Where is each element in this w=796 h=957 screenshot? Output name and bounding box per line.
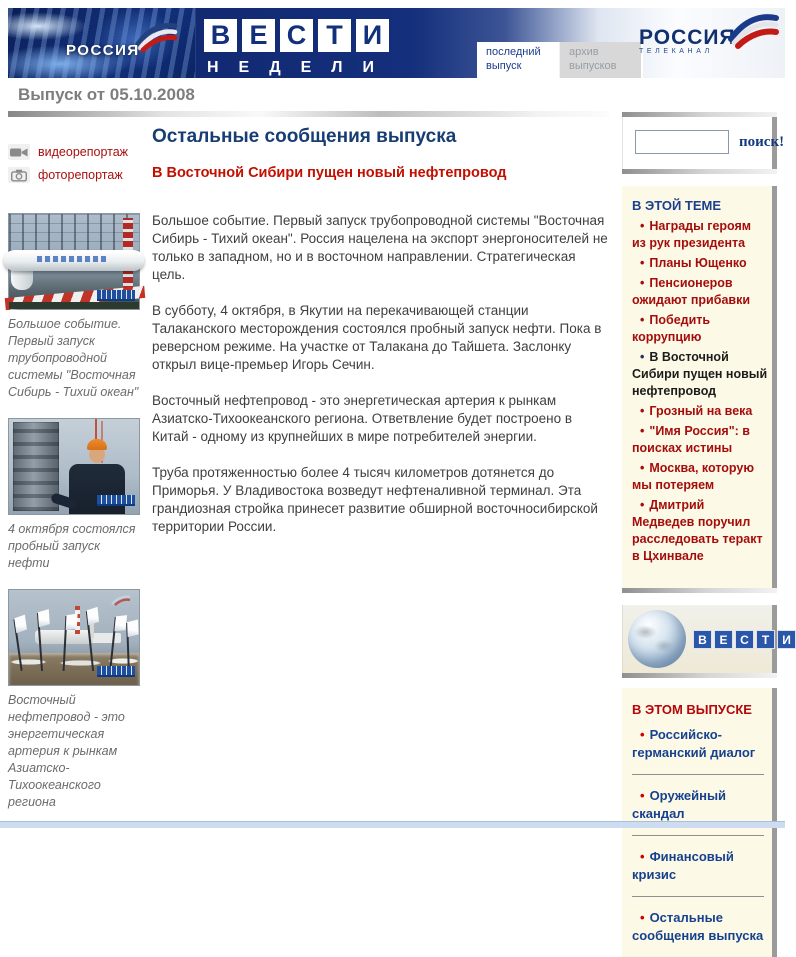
article-paragraph: В субботу, 4 октября, в Якутии на перекачивающей станции Талаканского месторождения состоялся пробный запуск нефти. Пока в реверсном режиме. На участке от Талакана до Тайшета. Заслонку открыл вице-премьер Игорь Сечин. xyxy=(152,303,602,372)
vesti-letter: С xyxy=(280,19,313,52)
orange-hardhat xyxy=(87,439,107,450)
thumbnail-caption: Восточный нефтепровод - это энергетическая артерия к рынкам Азиатско-Тихоокеанского региона xyxy=(8,693,125,809)
vesti-letter: В xyxy=(693,630,712,649)
issue-link[interactable]: • Оружейный скандал xyxy=(632,788,727,821)
telekanal-swoosh-icon xyxy=(725,13,777,47)
divider xyxy=(632,835,764,836)
issue-link[interactable]: • Финансовый кризис xyxy=(632,849,734,882)
vesti-letter: И xyxy=(356,19,389,52)
bullet-icon: • xyxy=(640,313,645,327)
ground xyxy=(9,302,139,309)
divider xyxy=(632,896,764,897)
topic-link[interactable]: • "Имя Россия": в поисках истины xyxy=(632,424,750,455)
bullet-icon: • xyxy=(640,498,645,512)
vesti-nedeli-logo xyxy=(204,19,389,52)
topic-item-current: • В Восточной Сибири пущен новый нефтепровод xyxy=(632,350,768,398)
official-figure xyxy=(69,464,125,514)
topic-link[interactable]: • Пенсионеров ожидают прибавки xyxy=(632,276,751,307)
divider xyxy=(8,111,609,117)
vesti-watermark xyxy=(97,290,135,299)
issue-tabs xyxy=(477,42,643,78)
in-this-topic-title: В ЭТОЙ ТЕМЕ xyxy=(632,198,722,213)
vesti-letter: Е xyxy=(242,19,275,52)
article-paragraph: Большое событие. Первый запуск трубопроводной системы "Восточная Сибирь - Тихий океан". Россия нацелена на экспорт энергоносителей не только в западном, но и в восточном направлении. Стратегическая цель. xyxy=(152,213,608,282)
video-report-link[interactable] xyxy=(8,144,142,160)
issue-link[interactable]: • Российско-германский диалог xyxy=(632,727,756,760)
bullet-icon: • xyxy=(640,219,645,233)
vesti-letter: И xyxy=(777,630,796,649)
page-footer-bar xyxy=(0,821,785,828)
topic-link[interactable]: • Дмитрий Медведев поручил расследовать теракт в Цхинвале xyxy=(632,498,763,563)
in-this-topic-box xyxy=(622,186,777,588)
vesti-watermark xyxy=(97,495,135,504)
bullet-icon: • xyxy=(640,424,645,438)
thumbnail-oil-test-launch[interactable] xyxy=(8,418,140,515)
thumbnail-pipeline-flags[interactable] xyxy=(8,589,140,686)
vesti-letter: С xyxy=(735,630,754,649)
vesti-letter: В xyxy=(204,19,237,52)
topic-link[interactable]: • Планы Ющенко xyxy=(632,255,768,272)
vesti-banner-logo xyxy=(693,630,796,649)
left-sidebar xyxy=(8,128,142,828)
tab-latest-issue[interactable]: последний выпуск xyxy=(477,42,559,78)
section-title: Остальные сообщения выпуска xyxy=(152,126,457,147)
topic-link[interactable]: • Награды героям из рук президента xyxy=(632,219,752,250)
rossiya-photo-banner xyxy=(8,8,196,78)
photo-report-label: фоторепортаж xyxy=(38,168,123,182)
search-box xyxy=(622,117,785,169)
vesti-letter: Т xyxy=(318,19,351,52)
white-flag xyxy=(126,623,130,671)
article-headline: В Восточной Сибири пущен новый нефтепровод xyxy=(152,165,507,181)
vesti-letter: Е xyxy=(714,630,733,649)
search-input[interactable] xyxy=(635,130,729,154)
bullet-icon: • xyxy=(640,849,645,864)
topic-link[interactable]: • Грозный на века xyxy=(632,403,768,420)
article xyxy=(152,120,610,554)
topic-link[interactable]: • Москва, которую мы потеряем xyxy=(632,461,755,492)
divider xyxy=(632,774,764,775)
bullet-icon: • xyxy=(640,788,645,803)
photo-report-link[interactable] xyxy=(8,167,142,183)
topic-link[interactable]: • Победить коррупцию xyxy=(632,313,711,344)
vesti-banner[interactable] xyxy=(622,605,791,673)
nedeli-logo-text: НЕДЕЛИ xyxy=(207,59,395,76)
header-banner xyxy=(8,8,785,78)
in-this-issue-title: В ЭТОМ ВЫПУСКЕ xyxy=(632,702,752,717)
bullet-icon: • xyxy=(640,910,645,925)
rossiya-logo-text: РОССИЯ xyxy=(66,42,140,59)
article-paragraph: Труба протяженностью более 4 тысяч километров дотянется до Приморья. У Владивостока возведут нефтеналивной терминал. Эта грандиозная стройка принесет развитие обширной восточносибирской территории России. xyxy=(152,465,598,534)
thumbnail-pipeline-launch[interactable] xyxy=(8,213,140,310)
photo-camera-icon xyxy=(8,167,30,183)
video-camera-icon xyxy=(8,144,30,160)
issue-date: Выпуск от 05.10.2008 xyxy=(18,85,195,104)
bullet-icon: • xyxy=(640,256,645,270)
vesti-letter: Т xyxy=(756,630,775,649)
thumbnail-caption: Большое событие. Первый запуск трубопроводной системы "Восточная Сибирь - Тихий океан" xyxy=(8,317,139,399)
video-report-label: видеорепортаж xyxy=(38,145,129,159)
right-sidebar xyxy=(622,112,791,957)
bullet-icon: • xyxy=(640,350,645,364)
rossiya-swoosh-icon xyxy=(136,22,176,50)
tab-archive[interactable]: архив выпусков xyxy=(559,42,641,78)
telekanal-logo-text: РОССИЯ xyxy=(639,26,736,49)
article-paragraph: Восточный нефтепровод - это энергетическая артерия к рынкам Азиатско-Тихоокеанского региона. Ответвление будет построено в Китай - одному из крупнейших в мире потребителей энергии. xyxy=(152,393,573,444)
media-links xyxy=(8,144,142,183)
telekanal-logo-subtext: ТЕЛЕКАНАЛ xyxy=(639,48,713,55)
bullet-icon: • xyxy=(640,461,645,475)
globe-icon xyxy=(628,610,686,668)
pipe-lettering xyxy=(37,256,107,262)
bullet-icon: • xyxy=(640,276,645,290)
rossiya-telekanal-logo xyxy=(639,28,771,55)
bullet-icon: • xyxy=(640,727,645,742)
bullet-icon: • xyxy=(640,404,645,418)
rossiya-corner-logo-icon xyxy=(111,595,131,605)
issue-link[interactable]: • Остальные сообщения выпуска xyxy=(632,910,764,943)
thumbnail-caption: 4 октября состоялся пробный запуск нефти xyxy=(8,522,136,570)
vesti-watermark xyxy=(97,666,135,675)
search-button[interactable]: поиск! xyxy=(739,133,785,150)
